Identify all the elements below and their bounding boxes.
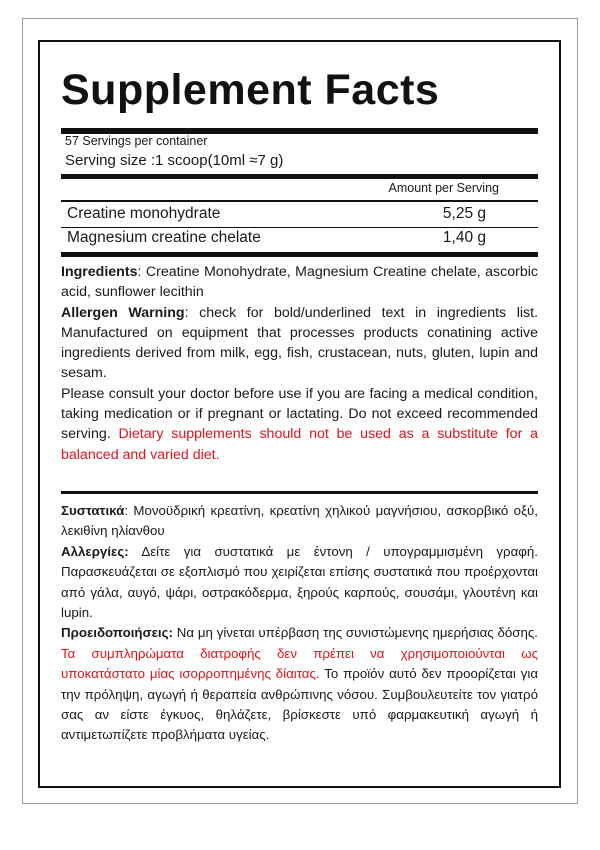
row-divider	[61, 227, 538, 228]
amount-per-serving-header: Amount per Serving	[388, 181, 499, 195]
nutrient-name: Magnesium creatine chelate	[67, 229, 261, 246]
ingredients-label-gr: Συστατικά	[61, 503, 125, 518]
servings-per-container: 57 Servings per container	[65, 134, 208, 148]
ingredients-text-gr: : Μονοϋδρική κρεατίνη, κρεατίνη χηλικού μαγνήσιου, ασκορβικό οξύ, λεκιθίνη ηλίανθου	[61, 503, 538, 539]
warnings-text-gr: Να μη γίνεται υπέρβαση της συνιστώμενης ημερήσιας δόσης.	[172, 625, 538, 641]
nutrient-amount: 5,25 g	[442, 205, 486, 222]
ingredients-label: Ingredients	[61, 264, 138, 280]
allergen-label-gr: Αλλεργίες:	[61, 543, 129, 559]
nutrient-name: Creatine monohydrate	[67, 205, 221, 222]
facts-divider	[61, 252, 538, 257]
dietary-warning: Dietary supplements should not be used as a substitute for a balanced and varied diet.	[61, 426, 538, 463]
warnings-label-gr: Προειδοποιήσεις:	[61, 625, 173, 641]
supplement-facts-label	[38, 40, 561, 788]
allergen-en	[61, 303, 538, 384]
nutrient-row	[67, 205, 486, 223]
ingredients-gr	[61, 501, 538, 542]
allergen-text: : check for bold/underlined text in ingredients list. Manufactured on equipment that processes products conatining active ingredients derived from milk, egg, fish, crustacean, nuts, gluten, lupin and sesam.	[61, 304, 539, 382]
label-title: Supplement Facts	[61, 66, 440, 114]
consult-text: Please consult your doctor before use if you are facing a medical condition, taking medication or if pregnant or lactating. Do not exceed recommended serving.	[61, 385, 538, 443]
ingredients-en	[61, 262, 538, 303]
ingredients-text: : Creatine Monohydrate, Magnesium Creatine chelate, ascorbic acid, sunflower lecithin	[61, 264, 538, 301]
allergen-label: Allergen Warning	[61, 304, 185, 321]
english-text-block	[61, 262, 538, 465]
consult-en	[61, 384, 538, 465]
header-divider	[61, 200, 538, 202]
allergen-text-gr: Δείτε για συστατικά με έντονη / υπογραμμισμένη γραφή. Παρασκευάζεται σε εξοπλισμό που χειρίζεται επίσης συστατικά που προέρχονται από γάλα, αυγό, ψάρι, οστρακόδερμα, ξηρούς καρπούς, σουσάμι, γλουτένη και lupin.	[61, 543, 538, 621]
serving-size: Serving size :1 scoop(10ml ≈7 g)	[65, 152, 284, 169]
greek-text-block	[61, 501, 538, 746]
nutrient-amount: 1,40 g	[442, 229, 486, 246]
nutrient-row	[67, 229, 486, 247]
warnings-gr	[61, 623, 538, 745]
allergen-gr	[61, 542, 538, 624]
serving-divider	[61, 174, 538, 179]
dietary-warning-gr: Τα συμπληρώματα διατροφής δεν πρέπει να χρησιμοποιούνται ως υποκατάστατο μίας ισορροπημένης δίαιτας.	[61, 645, 538, 682]
language-divider	[61, 491, 538, 494]
warnings-tail-gr: Το προϊόν αυτό δεν προορίζεται για την πρόληψη, αγωγή ή θεραπεία ανθρώπινης νόσου. Συμβουλευτείτε τον γιατρό σας αν είστε έγκυος, θηλάζετε, βρίσκεστε υπό φαρμακευτική αγωγή ή αντιμετωπίζετε προβλήματα υγείας.	[61, 666, 539, 743]
